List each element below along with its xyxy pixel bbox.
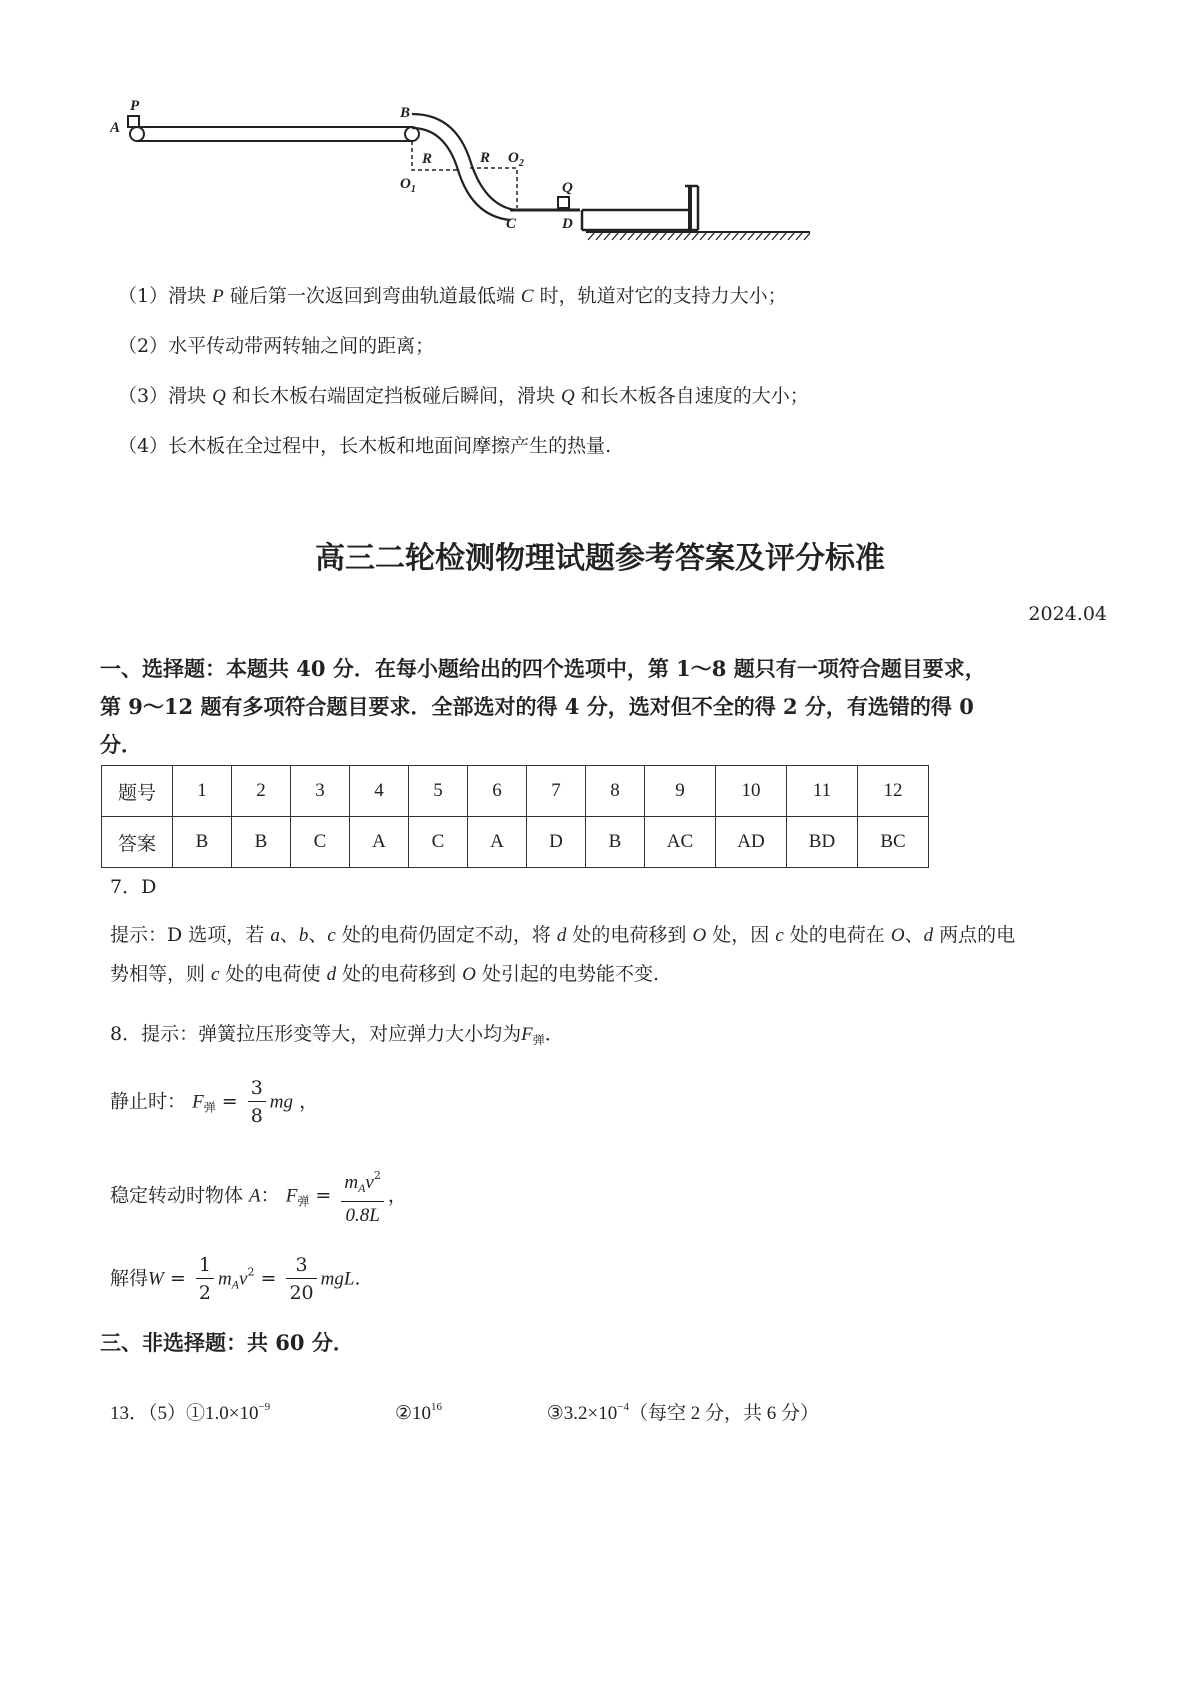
fraction: $\frac{3}{20}$ <box>286 1252 316 1307</box>
fraction: $\frac{1}{2}$ <box>196 1252 214 1307</box>
table-cell: D <box>527 817 586 868</box>
exam-date: 2024.04 <box>1028 603 1107 625</box>
table-cell: 12 <box>858 766 929 817</box>
note-8-head: 8．提示：弹簧拉压形变等大，对应弹力大小均为$F_弹$． <box>110 1023 564 1047</box>
table-cell: AD <box>716 817 787 868</box>
table-header-number: 题号 <box>102 766 173 817</box>
note-7-hint: 提示：D 选项，若 a、b、c 处的电荷仍固定不动，将 d 处的电荷移到 O 处，因 c 处的电荷在 O、d 两点的电 势相等，则 c 处的电荷使 d 处的电荷移到 O 处引起的电势能不变. <box>110 924 1016 985</box>
table-row-answers <box>102 817 929 868</box>
table-cell: B <box>173 817 232 868</box>
table-cell: C <box>409 817 468 868</box>
page-title: 高三二轮检测物理试题参考答案及评分标准 <box>315 541 885 576</box>
table-cell: A <box>350 817 409 868</box>
static-equation: 静止时： $F_弹$ = $\frac{3}{8}$ mg ， <box>110 1075 1100 1130</box>
table-cell: 8 <box>586 766 645 817</box>
note-7-head: 7．D <box>110 876 157 898</box>
section-3-heading: 三、非选择题：共 60 分． <box>100 1330 354 1355</box>
question-3: （3）滑块 Q 和长木板右端固定挡板碰后瞬间，滑块 Q 和长木板各自速度的大小； <box>118 385 809 407</box>
table-row-numbers <box>102 766 929 817</box>
table-cell: 10 <box>716 766 787 817</box>
table-header-answer: 答案 <box>102 817 173 868</box>
solution-equation: 解得W = $\frac{1}{2}$ $m_Av^2$ = $\frac{3}{20}$ mgL. <box>110 1252 1100 1307</box>
label-o1: $O_1$ <box>400 176 416 195</box>
table-cell: 2 <box>232 766 291 817</box>
label-r1: R <box>422 151 433 167</box>
ground-hatch <box>588 232 810 240</box>
label-d: D <box>562 216 573 232</box>
question-4: （4）长木板在全过程中，长木板和地面间摩擦产生的热量. <box>118 435 612 457</box>
table-cell: 9 <box>645 766 716 817</box>
label-a: A <box>110 120 121 136</box>
table-cell: B <box>232 817 291 868</box>
table-cell: BC <box>858 817 929 868</box>
label-b: B <box>400 105 411 121</box>
track-diagram <box>110 80 820 270</box>
table-cell: 3 <box>291 766 350 817</box>
slider-p <box>128 116 139 127</box>
table-cell: 7 <box>527 766 586 817</box>
table-cell: 11 <box>787 766 858 817</box>
answer-table <box>101 765 929 868</box>
label-c: C <box>506 216 517 232</box>
slider-q <box>558 197 569 208</box>
table-cell: A <box>468 817 527 868</box>
table-cell: 4 <box>350 766 409 817</box>
rotation-equation: 稳定转动时物体 A： $F_弹$ = $\frac{m_Av^2}{0.8L}$ ， <box>110 1163 1100 1230</box>
fraction: $\frac{m_Av^2}{0.8L}$ <box>341 1163 384 1230</box>
table-cell: AC <box>645 817 716 868</box>
question-1: （1）滑块 P 碰后第一次返回到弯曲轨道最低端 C 时，轨道对它的支持力大小； <box>118 285 787 307</box>
table-cell: C <box>291 817 350 868</box>
section-1-instructions: 一、选择题：本题共 40 分．在每小题给出的四个选项中，第 1～8 题只有一项符合题目要求， 第 9～12 题有多项符合题目要求．全部选对的得 4 分，选对但不全的得 2 分，有选错的得 0 分． <box>100 656 986 757</box>
table-cell: BD <box>787 817 858 868</box>
left-pulley <box>130 127 144 141</box>
label-o2: $O_2$ <box>508 150 524 169</box>
table-cell: B <box>586 817 645 868</box>
label-p: P <box>130 98 140 114</box>
radius-dashed-o2 <box>470 168 517 208</box>
table-cell: 1 <box>173 766 232 817</box>
label-r2: R <box>480 150 491 166</box>
question-13-answers: 13．$(5)①1.0\times 10^{-9}$ $②10^{16}$ $③3.2\times 10^{-4}$（每空 2 分，共 6 分） <box>110 1401 819 1424</box>
fraction: $\frac{3}{8}$ <box>248 1075 266 1130</box>
question-2: （2）水平传动带两转轴之间的距离； <box>118 335 435 357</box>
label-q: Q <box>562 180 573 196</box>
table-cell: 5 <box>409 766 468 817</box>
table-cell: 6 <box>468 766 527 817</box>
